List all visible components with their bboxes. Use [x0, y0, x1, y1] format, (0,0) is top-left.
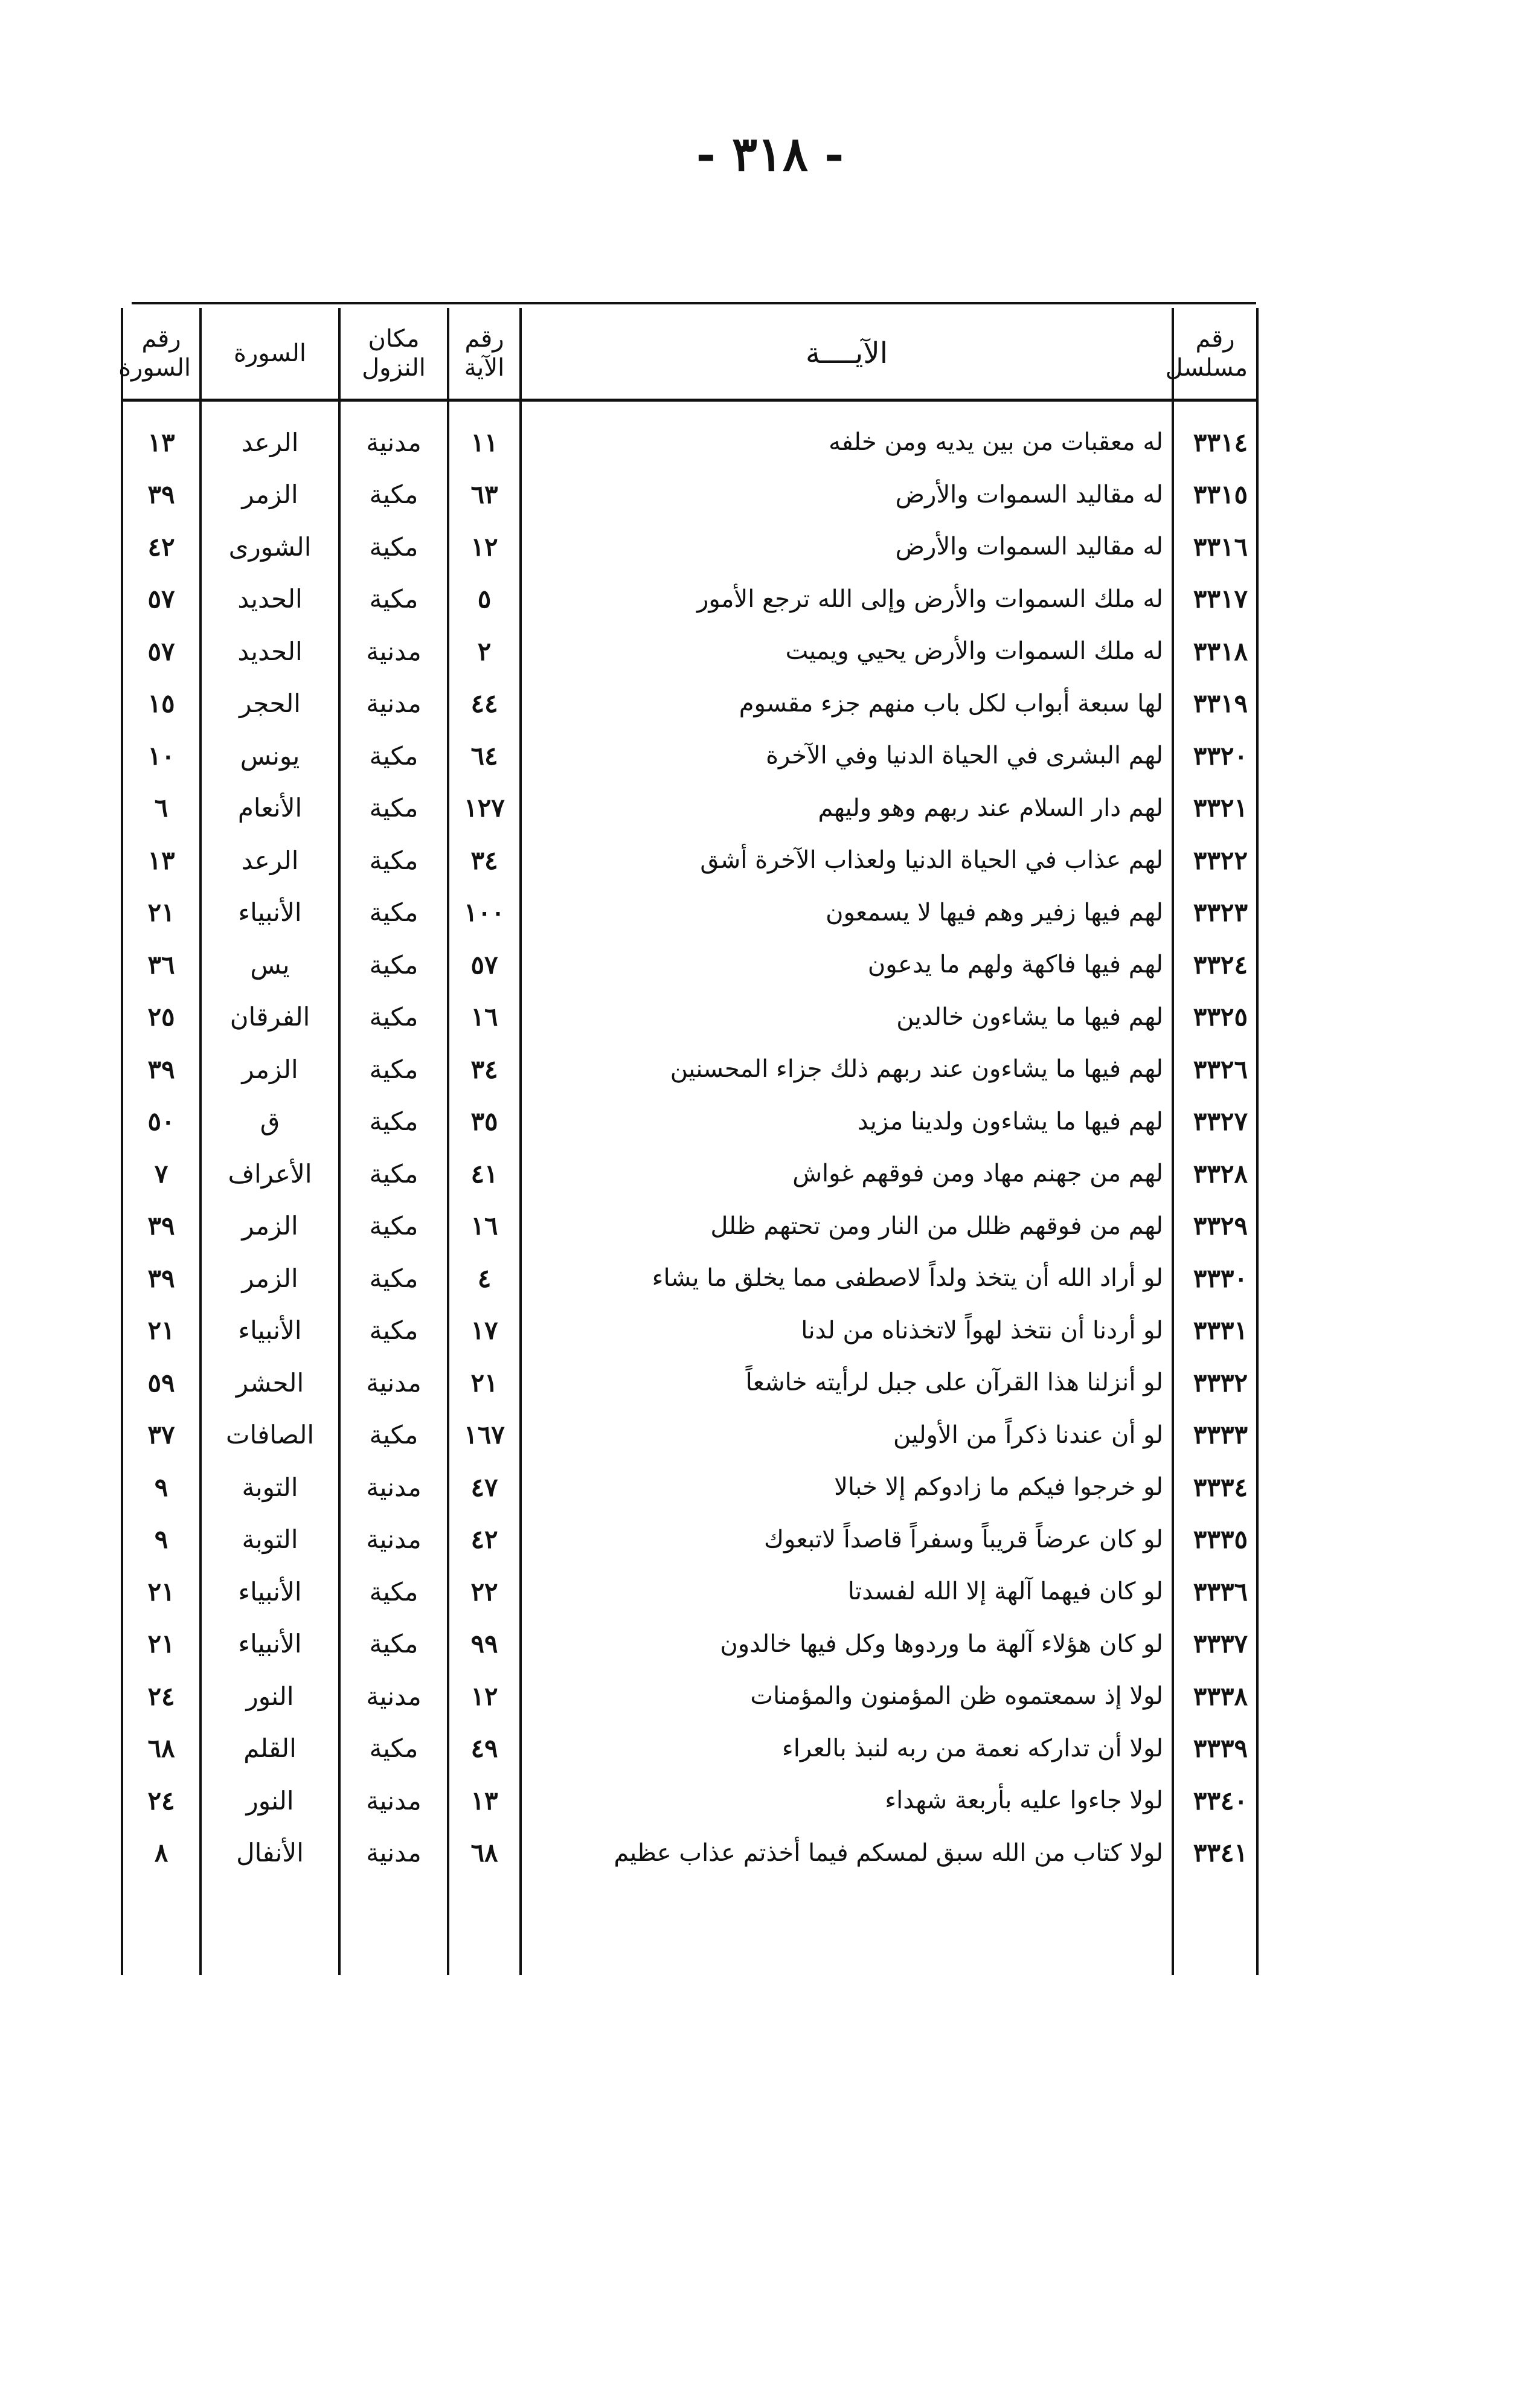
verse-text: له ملك السموات والأرض يحيي ويميت [521, 625, 1173, 678]
revelation-place: مكية [339, 939, 448, 991]
surah-number: ٣٧ [122, 1409, 201, 1462]
filler-cell [201, 1879, 339, 1975]
serial-number: ٣٣٣٤ [1173, 1461, 1257, 1514]
serial-number: ٣٣١٩ [1173, 678, 1257, 730]
verse-text: لو أن عندنا ذكراً من الأولين [521, 1409, 1173, 1462]
header-verse: الآيــــة [521, 308, 1173, 400]
verse-text: لهم من فوقهم ظلل من النار ومن تحتهم ظلل [521, 1200, 1173, 1253]
header-row [122, 308, 1257, 400]
surah-name: الشورى [201, 521, 339, 573]
ayah-number: ٤ [448, 1252, 521, 1305]
verse-text: لهم فيها ما يشاءون ولدينا مزيد [521, 1096, 1173, 1148]
surah-number: ٢١ [122, 887, 201, 939]
ayah-number: ٤٢ [448, 1514, 521, 1566]
ayah-number: ٦٣ [448, 469, 521, 521]
ayah-number: ٣٥ [448, 1096, 521, 1148]
revelation-place: مكية [339, 1565, 448, 1618]
surah-number: ٣٩ [122, 469, 201, 521]
serial-number: ٣٣١٧ [1173, 573, 1257, 626]
verse-text: لولا جاءوا عليه بأربعة شهداء [521, 1774, 1173, 1827]
revelation-place: مكية [339, 1148, 448, 1200]
surah-name: الزمر [201, 469, 339, 521]
verse-text: له ملك السموات والأرض وإلى الله ترجع الأمور [521, 573, 1173, 626]
ayah-number: ١٢٧ [448, 782, 521, 835]
serial-number: ٣٣٣٧ [1173, 1618, 1257, 1671]
revelation-place: مدنية [339, 1827, 448, 1880]
surah-name: الحجر [201, 678, 339, 730]
table-row [122, 1409, 1257, 1462]
revelation-place: مدنية [339, 400, 448, 469]
top-rule [132, 302, 1256, 304]
ayah-number: ٣٤ [448, 1043, 521, 1096]
serial-number: ٣٣٢٥ [1173, 991, 1257, 1044]
serial-number: ٣٣٢١ [1173, 782, 1257, 835]
ayah-number: ٥٧ [448, 939, 521, 991]
surah-name: الأنعام [201, 782, 339, 835]
surah-name: الأنبياء [201, 887, 339, 939]
surah-number: ٢١ [122, 1305, 201, 1357]
surah-name: القلم [201, 1723, 339, 1775]
serial-number: ٣٣٢٧ [1173, 1096, 1257, 1148]
page-number: - ٣١٨ - [696, 127, 844, 182]
surah-number: ٦٨ [122, 1723, 201, 1775]
surah-name: الأنفال [201, 1827, 339, 1880]
table-row [122, 887, 1257, 939]
verse-text: لهم فيها ما يشاءون خالدين [521, 991, 1173, 1044]
serial-number: ٣٣٣٢ [1173, 1357, 1257, 1409]
serial-number: ٣٣٣٥ [1173, 1514, 1257, 1566]
ayah-number: ٥ [448, 573, 521, 626]
revelation-place: مدنية [339, 1670, 448, 1723]
filler-cell [339, 1879, 448, 1975]
table-row [122, 1096, 1257, 1148]
verse-text: لهم من جهنم مهاد ومن فوقهم غواش [521, 1148, 1173, 1200]
serial-number: ٣٣٢٢ [1173, 834, 1257, 887]
ayah-number: ٤٤ [448, 678, 521, 730]
table-row [122, 469, 1257, 521]
table-row [122, 1200, 1257, 1253]
ayah-number: ١٢ [448, 1670, 521, 1723]
table-row [122, 1043, 1257, 1096]
surah-name: الزمر [201, 1200, 339, 1253]
ayah-number: ١٣ [448, 1774, 521, 1827]
table-row [122, 1723, 1257, 1775]
surah-name: الحديد [201, 625, 339, 678]
surah-name: التوبة [201, 1514, 339, 1566]
surah-number: ١٣ [122, 834, 201, 887]
verse-text: لو أنزلنا هذا القرآن على جبل لرأيته خاشعاً [521, 1357, 1173, 1409]
surah-number: ١٣ [122, 400, 201, 469]
ayah-number: ١٧ [448, 1305, 521, 1357]
table-row [122, 1827, 1257, 1880]
table-row [122, 991, 1257, 1044]
verse-text: له مقاليد السموات والأرض [521, 521, 1173, 573]
table-row [122, 1670, 1257, 1723]
surah-number: ٧ [122, 1148, 201, 1200]
verse-text: لو كان عرضاً قريباً وسفراً قاصداً لاتبعوك [521, 1514, 1173, 1566]
surah-number: ٤٢ [122, 521, 201, 573]
ayah-number: ١٦ [448, 1200, 521, 1253]
revelation-place: مكية [339, 1305, 448, 1357]
verse-text: لو كان هؤلاء آلهة ما وردوها وكل فيها خالدون [521, 1618, 1173, 1671]
table-row [122, 1618, 1257, 1671]
header-surah-number: رقم السورة [122, 308, 201, 400]
revelation-place: مدنية [339, 1357, 448, 1409]
surah-number: ٢٤ [122, 1774, 201, 1827]
surah-name: الأنبياء [201, 1305, 339, 1357]
serial-number: ٣٣٢٣ [1173, 887, 1257, 939]
table-row [122, 1514, 1257, 1566]
filler-cell [448, 1879, 521, 1975]
revelation-place: مكية [339, 730, 448, 782]
ayah-number: ٢ [448, 625, 521, 678]
table-filler-row [122, 1879, 1257, 1975]
serial-number: ٣٣٤١ [1173, 1827, 1257, 1880]
surah-name: النور [201, 1670, 339, 1723]
serial-number: ٣٣٣٨ [1173, 1670, 1257, 1723]
revelation-place: مكية [339, 521, 448, 573]
surah-name: النور [201, 1774, 339, 1827]
header-surah: السورة [201, 308, 339, 400]
revelation-place: مكية [339, 1618, 448, 1671]
surah-number: ٥٩ [122, 1357, 201, 1409]
table-row [122, 1357, 1257, 1409]
ayah-number: ١٦٧ [448, 1409, 521, 1462]
verse-text: لو خرجوا فيكم ما زادوكم إلا خبالا [521, 1461, 1173, 1514]
serial-number: ٣٣١٥ [1173, 469, 1257, 521]
serial-number: ٣٣١٦ [1173, 521, 1257, 573]
ayah-number: ٢٢ [448, 1565, 521, 1618]
surah-name: الفرقان [201, 991, 339, 1044]
verse-text: لو أردنا أن نتخذ لهواً لاتخذناه من لدنا [521, 1305, 1173, 1357]
verse-text: لولا أن تداركه نعمة من ربه لنبذ بالعراء [521, 1723, 1173, 1775]
revelation-place: مكية [339, 1096, 448, 1148]
ayah-number: ٤١ [448, 1148, 521, 1200]
verse-text: لها سبعة أبواب لكل باب منهم جزء مقسوم [521, 678, 1173, 730]
serial-number: ٣٣٣١ [1173, 1305, 1257, 1357]
revelation-place: مدنية [339, 1774, 448, 1827]
verse-text: لو كان فيهما آلهة إلا الله لفسدتا [521, 1565, 1173, 1618]
surah-name: ق [201, 1096, 339, 1148]
surah-name: يونس [201, 730, 339, 782]
table-row [122, 939, 1257, 991]
serial-number: ٣٣٣٩ [1173, 1723, 1257, 1775]
filler-cell [122, 1879, 201, 1975]
ayah-number: ١١ [448, 400, 521, 469]
table-body [122, 400, 1257, 1976]
surah-number: ٥٧ [122, 625, 201, 678]
surah-number: ٣٩ [122, 1200, 201, 1253]
filler-cell [521, 1879, 1173, 1975]
surah-number: ٥٧ [122, 573, 201, 626]
table-row [122, 1774, 1257, 1827]
surah-number: ١٠ [122, 730, 201, 782]
surah-name: الصافات [201, 1409, 339, 1462]
revelation-place: مكية [339, 834, 448, 887]
surah-number: ٢٤ [122, 1670, 201, 1723]
header-serial: رقم مسلسل [1173, 308, 1257, 400]
revelation-place: مكية [339, 573, 448, 626]
revelation-place: مكية [339, 991, 448, 1044]
table-row [122, 678, 1257, 730]
ayah-number: ١٠٠ [448, 887, 521, 939]
revelation-place: مكية [339, 1043, 448, 1096]
surah-number: ٢١ [122, 1565, 201, 1618]
revelation-place: مدنية [339, 1461, 448, 1514]
verse-text: لولا إذ سمعتموه ظن المؤمنون والمؤمنات [521, 1670, 1173, 1723]
table-row [122, 625, 1257, 678]
table-row [122, 834, 1257, 887]
revelation-place: مكية [339, 887, 448, 939]
table-row [122, 782, 1257, 835]
table-row [122, 1305, 1257, 1357]
serial-number: ٣٣٢٩ [1173, 1200, 1257, 1253]
surah-number: ٩ [122, 1461, 201, 1514]
serial-number: ٣٣٣٠ [1173, 1252, 1257, 1305]
surah-number: ٦ [122, 782, 201, 835]
verse-index-table [118, 308, 1259, 1975]
ayah-number: ٤٧ [448, 1461, 521, 1514]
revelation-place: مدنية [339, 625, 448, 678]
revelation-place: مكية [339, 1723, 448, 1775]
ayah-number: ٦٤ [448, 730, 521, 782]
revelation-place: مكية [339, 782, 448, 835]
serial-number: ٣٣٢٨ [1173, 1148, 1257, 1200]
surah-number: ٣٩ [122, 1043, 201, 1096]
surah-name: التوبة [201, 1461, 339, 1514]
surah-name: الزمر [201, 1252, 339, 1305]
surah-name: يس [201, 939, 339, 991]
table-row [122, 400, 1257, 469]
table-row [122, 730, 1257, 782]
surah-number: ٨ [122, 1827, 201, 1880]
ayah-number: ٩٩ [448, 1618, 521, 1671]
index-table-wrapper [118, 302, 1256, 1975]
verse-text: له مقاليد السموات والأرض [521, 469, 1173, 521]
surah-name: الحديد [201, 573, 339, 626]
verse-text: لهم عذاب في الحياة الدنيا ولعذاب الآخرة أشق [521, 834, 1173, 887]
serial-number: ٣٣١٤ [1173, 400, 1257, 469]
revelation-place: مكية [339, 1409, 448, 1462]
serial-number: ٣٣٤٠ [1173, 1774, 1257, 1827]
table-row [122, 1461, 1257, 1514]
surah-name: الحشر [201, 1357, 339, 1409]
serial-number: ٣٣٢٦ [1173, 1043, 1257, 1096]
verse-text: لولا كتاب من الله سبق لمسكم فيما أخذتم عذاب عظيم [521, 1827, 1173, 1880]
verse-text: لو أراد الله أن يتخذ ولداً لاصطفى مما يخلق ما يشاء [521, 1252, 1173, 1305]
header-ayah-number: رقم الآية [448, 308, 521, 400]
ayah-number: ٦٨ [448, 1827, 521, 1880]
verse-text: لهم دار السلام عند ربهم وهو وليهم [521, 782, 1173, 835]
surah-number: ٥٠ [122, 1096, 201, 1148]
surah-name: الأنبياء [201, 1618, 339, 1671]
filler-cell [1173, 1879, 1257, 1975]
serial-number: ٣٣٣٦ [1173, 1565, 1257, 1618]
verse-text: لهم البشرى في الحياة الدنيا وفي الآخرة [521, 730, 1173, 782]
surah-name: الرعد [201, 400, 339, 469]
table-row [122, 521, 1257, 573]
surah-number: ٩ [122, 1514, 201, 1566]
serial-number: ٣٣٢٤ [1173, 939, 1257, 991]
surah-name: الأعراف [201, 1148, 339, 1200]
serial-number: ٣٣٣٣ [1173, 1409, 1257, 1462]
surah-number: ٣٦ [122, 939, 201, 991]
table-row [122, 1565, 1257, 1618]
table-row [122, 1252, 1257, 1305]
serial-number: ٣٣١٨ [1173, 625, 1257, 678]
header-place: مكان النزول [339, 308, 448, 400]
ayah-number: ٢١ [448, 1357, 521, 1409]
serial-number: ٣٣٢٠ [1173, 730, 1257, 782]
surah-number: ٢١ [122, 1618, 201, 1671]
verse-text: له معقبات من بين يديه ومن خلفه [521, 400, 1173, 469]
revelation-place: مكية [339, 469, 448, 521]
revelation-place: مدنية [339, 678, 448, 730]
revelation-place: مدنية [339, 1514, 448, 1566]
table-row [122, 573, 1257, 626]
ayah-number: ١٢ [448, 521, 521, 573]
ayah-number: ١٦ [448, 991, 521, 1044]
verse-text: لهم فيها فاكهة ولهم ما يدعون [521, 939, 1173, 991]
surah-number: ١٥ [122, 678, 201, 730]
surah-name: الرعد [201, 834, 339, 887]
revelation-place: مكية [339, 1252, 448, 1305]
verse-text: لهم فيها ما يشاءون عند ربهم ذلك جزاء المحسنين [521, 1043, 1173, 1096]
surah-name: الزمر [201, 1043, 339, 1096]
revelation-place: مكية [339, 1200, 448, 1253]
surah-number: ٣٩ [122, 1252, 201, 1305]
verse-text: لهم فيها زفير وهم فيها لا يسمعون [521, 887, 1173, 939]
ayah-number: ٣٤ [448, 834, 521, 887]
table-row [122, 1148, 1257, 1200]
ayah-number: ٤٩ [448, 1723, 521, 1775]
surah-name: الأنبياء [201, 1565, 339, 1618]
surah-number: ٢٥ [122, 991, 201, 1044]
